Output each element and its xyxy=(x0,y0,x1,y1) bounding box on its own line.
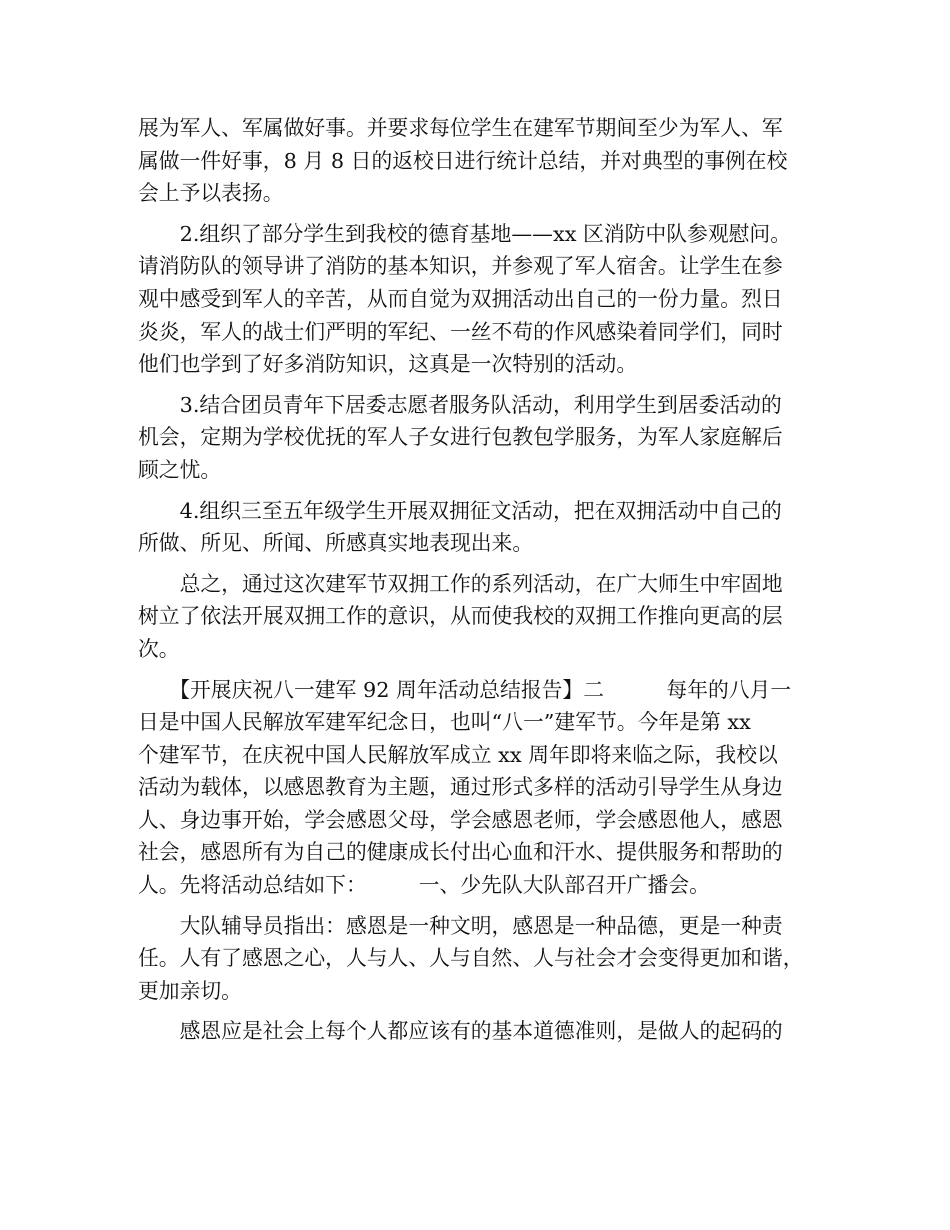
text-line: 日是中国人民解放军建军纪念日，也叫“八一”建军节。今年是第 xx xyxy=(138,710,751,735)
text-line: 【开展庆祝八一建军 92 周年活动总结报告】二 每年的八月一 xyxy=(138,677,792,702)
paragraph-spacer xyxy=(138,210,814,218)
paragraph-spacer xyxy=(138,381,814,389)
text-line: 人。先将活动总结如下： 一、少先队大队部召开广播会。 xyxy=(138,873,710,898)
text-line: 属做一件好事，8 月 8 日的返校日进行统计总结，并对典型的事例在校 xyxy=(138,148,788,173)
paragraph-spacer xyxy=(138,666,814,674)
text-line: 任。人有了感恩之心，人与人、人与自然、人与社会才会变得更加和谐， xyxy=(138,946,804,971)
text-line: 机会，定期为学校优抚的军人子女进行包教包学服务，为军人家庭解后 xyxy=(138,425,783,450)
text-line: 观中感受到军人的辛苦，从而自觉为双拥活动出自己的一份力量。烈日 xyxy=(138,286,783,311)
text-line: 大队辅导员指出：感恩是一种文明，感恩是一种品德，更是一种责 xyxy=(138,913,783,938)
text-line: 感恩应是社会上每个人都应该有的基本道德准则，是做人的起码的 xyxy=(138,1019,783,1044)
text-line: 人、身边事开始，学会感恩父母，学会感恩老师，学会感恩他人，感恩 xyxy=(138,807,783,832)
paragraph-spacer xyxy=(138,1007,814,1015)
paragraph-spacer xyxy=(138,487,814,495)
text-line: 他们也学到了好多消防知识，这真是一次特别的活动。 xyxy=(138,352,638,377)
text-line: 4.组织三至五年级学生开展双拥征文活动，把在双拥活动中自己的 xyxy=(138,498,782,523)
text-line: 个建军节，在庆祝中国人民解放军成立 xx 周年即将来临之际，我校以 xyxy=(138,742,778,767)
text-line: 总之，通过这次建军节双拥工作的系列活动，在广大师生中牢固地 xyxy=(138,571,783,596)
document-body xyxy=(138,112,814,1048)
text-line: 树立了依法开展双拥工作的意识，从而使我校的双拥工作推向更高的层 xyxy=(138,604,783,629)
text-line: 活动为载体，以感恩教育为主题，通过形式多样的活动引导学生从身边 xyxy=(138,775,783,800)
text-line: 顾之忧。 xyxy=(138,457,222,482)
text-line: 更加亲切。 xyxy=(138,978,242,1003)
text-line: 2.组织了部分学生到我校的德育基地——xx 区消防中队参观慰问。 xyxy=(138,221,792,246)
text-line: 3.结合团员青年下居委志愿者服务队活动，利用学生到居委活动的 xyxy=(138,392,782,417)
text-line: 展为军人、军属做好事。并要求每位学生在建军节期间至少为军人、军 xyxy=(138,116,783,140)
text-line: 次。 xyxy=(138,636,180,661)
text-line: 请消防队的领导讲了消防的基本知识，并参观了军人宿舍。让学生在参 xyxy=(138,254,783,279)
text-line: 会上予以表扬。 xyxy=(138,181,284,206)
text-line: 炎炎，军人的战士们严明的军纪、一丝不苟的作风感染着同学们，同时 xyxy=(138,319,783,344)
paragraph-spacer xyxy=(138,902,814,910)
text-line: 所做、所见、所闻、所感真实地表现出来。 xyxy=(138,531,534,556)
paragraph-spacer xyxy=(138,560,814,568)
text-line: 社会，感恩所有为自己的健康成长付出心血和汗水、提供服务和帮助的 xyxy=(138,840,783,865)
